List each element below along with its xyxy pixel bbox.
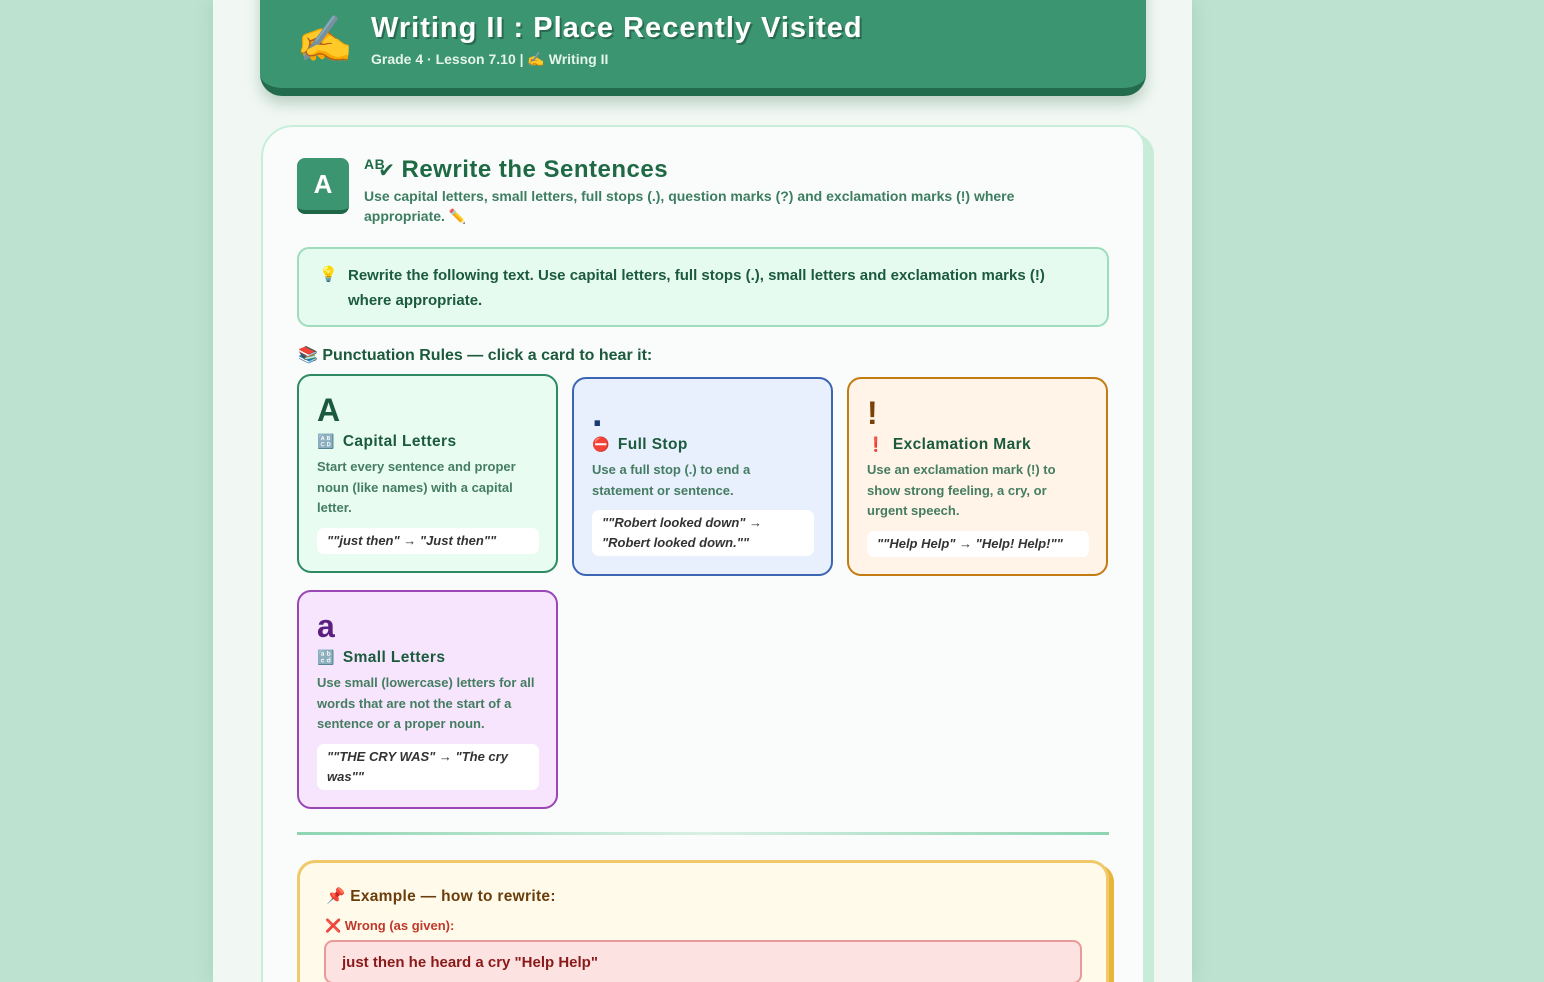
wrong-text: just then he heard a cry "Help Help": [342, 954, 598, 971]
exclamation-icon: ❗: [867, 436, 885, 452]
rule-description: Start every sentence and proper noun (like names) with a capital letter.: [317, 459, 516, 515]
divider: [297, 832, 1109, 835]
rule-example: ""Robert looked down" → "Robert looked down."": [592, 510, 814, 556]
page-title: Writing II : Place Recently Visited: [371, 12, 863, 44]
lowercase-icon: 🔡: [317, 649, 335, 665]
rule-example: ""just then" → "Just then"": [317, 528, 539, 554]
rule-example: ""THE CRY WAS" → "The cry was"": [317, 744, 539, 790]
lesson-header: [260, 0, 1146, 96]
example-box: [297, 860, 1109, 982]
wrong-label: ❌ Wrong (as given):: [325, 918, 455, 933]
spellcheck-icon: AB: [364, 156, 386, 172]
section-title: [364, 156, 668, 184]
rule-title-text: Exclamation Mark: [892, 436, 1032, 453]
rule-example: ""Help Help" → "Help! Help!"": [867, 531, 1089, 557]
rule-card-full-stop[interactable]: [572, 377, 833, 576]
rule-description: Use small (lowercase) letters for all words that are not the start of a sentence or a proper noun.: [317, 675, 535, 731]
wrong-text-box: [324, 940, 1082, 982]
rule-title-text: Full Stop: [617, 436, 688, 453]
checkmark-icon: ✔: [378, 160, 396, 182]
rule-glyph: !: [867, 395, 878, 431]
rule-card-capital-letters[interactable]: [297, 374, 558, 573]
section-description: Use capital letters, small letters, full stops (.), question marks (?) and exclamation marks (!) where appropriate. ✏️: [364, 188, 1015, 224]
writing-hand-icon: ✍️: [296, 13, 354, 65]
rule-glyph: .: [592, 393, 603, 435]
abcd-icon: 🔠: [317, 433, 335, 449]
rule-title: [592, 436, 688, 454]
rule-title: [317, 433, 457, 451]
rule-title-text: Small Letters: [342, 649, 446, 666]
rule-card-small-letters[interactable]: [297, 590, 558, 809]
rule-card-exclamation-mark[interactable]: [847, 377, 1108, 576]
section-badge: A: [297, 158, 349, 214]
rule-description: Use an exclamation mark (!) to show strong feeling, a cry, or urgent speech.: [867, 462, 1056, 518]
rule-title: [317, 649, 445, 667]
rules-heading: 📚 Punctuation Rules — click a card to hear it:: [298, 347, 653, 364]
lightbulb-icon: 💡: [319, 266, 338, 283]
example-title: 📌 Example — how to rewrite:: [326, 888, 556, 905]
rule-description: Use a full stop (.) to end a statement or sentence.: [592, 462, 751, 498]
no-entry-icon: ⛔: [592, 436, 610, 452]
instruction-box: [297, 247, 1109, 327]
section-title-text: Rewrite the Sentences: [401, 156, 669, 183]
rule-title-text: Capital Letters: [342, 433, 457, 450]
rule-glyph: A: [317, 392, 341, 428]
rule-glyph: a: [317, 608, 335, 644]
instruction-text: Rewrite the following text. Use capital letters, full stops (.), small letters and exclamation marks (!) where appropriate.: [348, 267, 1045, 309]
rule-title: [867, 436, 1031, 454]
lesson-subtitle: Grade 4 · Lesson 7.10 | ✍️ Writing II: [371, 51, 609, 67]
